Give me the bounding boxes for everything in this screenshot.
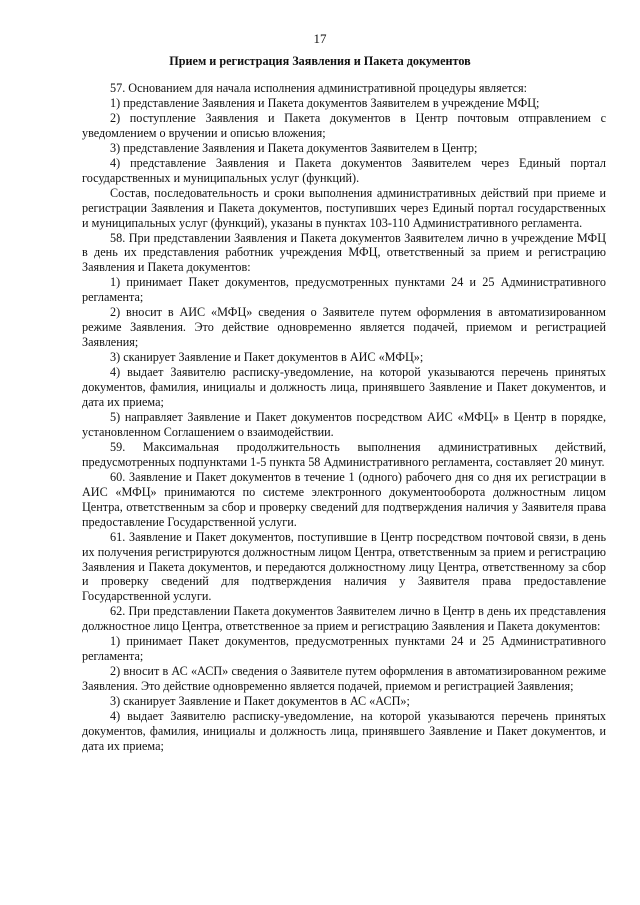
paragraph-62-intro: 62. При представлении Пакета документов Заявителем лично в Центр в день их представления должностное лицо Центра, ответственное за прием и регистрацию Заявления и Пакета документов: [82,604,606,634]
paragraph-62-item-1: 1) принимает Пакет документов, предусмотренных пунктами 24 и 25 Административного регламента; [82,634,606,664]
paragraph-59: 59. Максимальная продолжительность выполнения административных действий, предусмотренных подпунктами 1-5 пункта 58 Административного регламента, составляет 20 минут. [82,439,606,469]
page-number: 17 [313,31,327,46]
paragraph-58-item-5: 5) направляет Заявление и Пакет документов посредством АИС «МФЦ» в Центр в порядке, установленном Соглашением о взаимодействии. [82,409,606,439]
paragraph-58-item-1: 1) принимает Пакет документов, предусмотренных пунктами 24 и 25 Административного регламента; [82,275,606,305]
paragraph-57-item-1: 1) представление Заявления и Пакета документов Заявителем в учреждение МФЦ; [110,95,540,110]
paragraph-composition: Состав, последовательность и сроки выполнения административных действий при приеме и регистрации Заявления и Пакета документов, поступивших через Единый портал государственных и муниципальных услуг (функций), указаны в пунктах 103-110 Административного регламента. [82,185,606,230]
paragraph-57-item-4: 4) представление Заявления и Пакета документов Заявителем через Единый портал государственных и муниципальных услуг (функций). [82,155,606,185]
paragraph-60: 60. Заявление и Пакет документов в течение 1 (одного) рабочего дня со дня их регистрации в АИС «МФЦ» принимаются по системе электронного документооборота должностным лицом Центра, ответственным за сбор и проверку сведений для подтверждения наличия у Заявителя права предоставление Государственной услуги. [82,469,606,529]
paragraph-57-intro: 57. Основанием для начала исполнения административной процедуры является: [110,81,528,95]
paragraph-57-item-3: 3) представление Заявления и Пакета документов Заявителем в Центр; [110,140,478,155]
paragraph-58-item-2: 2) вносит в АИС «МФЦ» сведения о Заявителе путем оформления в автоматизированном режиме Заявления. Это действие одновременно является подачей, приемом и регистрацией Заявления; [82,305,606,350]
document-body [82,81,606,754]
paragraph-62-item-3: 3) сканирует Заявление и Пакет документов в АС «АСП»; [110,694,410,709]
paragraph-58-intro: 58. При представлении Заявления и Пакета документов Заявителем лично в учреждение МФЦ в день их представления работник учреждения МФЦ, ответственный за прием и регистрацию Заявления и Пакета документов: [82,230,606,275]
section-heading: Прием и регистрация Заявления и Пакета документов [169,54,471,68]
paragraph-62-item-2: 2) вносит в АС «АСП» сведения о Заявителе путем оформления в автоматизированном режиме Заявления. Это действие одновременно является подачей, приемом и регистрацией Заявления; [82,664,606,694]
paragraph-58-item-4: 4) выдает Заявителю расписку-уведомление, на которой указываются перечень принятых документов, фамилия, инициалы и должность лица, принявшего Заявление и Пакет документов, и дата их приема; [82,365,606,410]
paragraph-58-item-3: 3) сканирует Заявление и Пакет документов в АИС «МФЦ»; [110,350,424,365]
paragraph-62-item-4: 4) выдает Заявителю расписку-уведомление, на которой указываются перечень принятых документов, фамилия, инициалы и должность лица, принявшего Заявление и Пакет документов, и дата их приема; [82,709,606,753]
paragraph-57-item-2: 2) поступление Заявления и Пакета документов в Центр почтовым отправлением с уведомлением о вручении и описью вложения; [82,110,606,140]
paragraph-61: 61. Заявление и Пакет документов, поступившие в Центр посредством почтовой связи, в день их получения регистрируются должностным лицом Центра, ответственным за прием и регистрацию Заявления и Пакета документов, и передаются должностному лицу Центра, ответственному за сбор и проверку сведений для подтверждения наличия у Заявителя права предоставление Государственной услуги. [82,529,606,604]
